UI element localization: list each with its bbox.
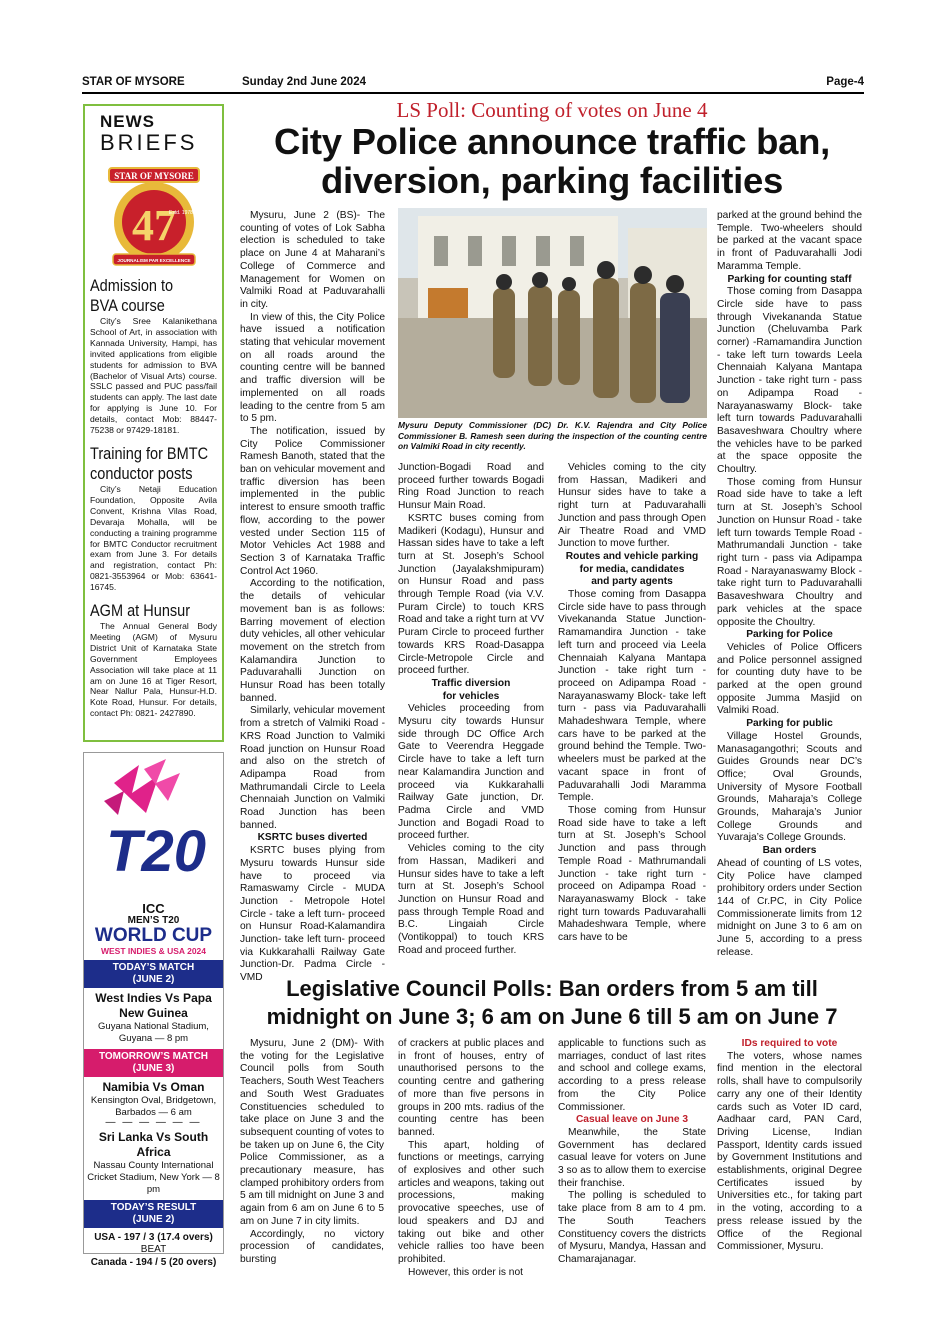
story2-col2 bbox=[398, 1038, 544, 1279]
icc-label: ICC bbox=[142, 901, 165, 916]
todays-result-date: (JUNE 2) bbox=[132, 1214, 175, 1225]
header-rule bbox=[82, 92, 864, 94]
story2-c1p2: Accordingly, no victory procession of candidates, bursting bbox=[240, 1228, 384, 1265]
briefs-title: NEWS bbox=[100, 112, 155, 131]
paper-name: STAR OF MYSORE bbox=[82, 76, 185, 88]
inspection-photo bbox=[398, 208, 707, 418]
match1-venue: Kensington Oval, Bridgetown, Barbados — 6 am bbox=[90, 1095, 217, 1118]
brief-1-heading-a: Admission to bbox=[90, 277, 174, 295]
page-header bbox=[82, 74, 864, 93]
story1-c3p1: Vehicles coming to the city from Hassan, Madikeri and Hunsur sides have to take a right turn at Paduvarahalli Junction and pass through Open Air Theatre Road and VMD Junction to move further. bbox=[558, 462, 706, 550]
story1-c3h2: for media, candidates bbox=[579, 563, 685, 575]
story1-headline bbox=[240, 122, 864, 200]
brief-3-body: The Annual General Body Meeting (AGM) of Mysuru District Unit of Karnataka State Government Employees Association will take place at 11 am on June 16 at Tiger Resort, Near Nallur Pala, Hunsur-H.D. Kote Road, Hunsur. For details, contact Ph: 0821- 2427890. bbox=[90, 621, 217, 719]
story1-c4p6: Ahead of counting of LS votes, City Police have clamped prohibitory orders under Section 144 of Cr.PC, in City Police Commissionerate limits from 12 midnight on June 3 to 6 am on June 5, according to a press release. bbox=[717, 857, 862, 958]
story2-c4p1: The voters, whose names find mention in the electoral rolls, shall have to compulsorily carry any one of their Identity cards such as Voter ID card, Aadhaar card, PAN Card, Driving License, Indian Passport, Identity cards issued by Government Institutions and establishments, original Degree Certificates issued by Universities etc., for taking part in the voting, according to a press release issued by the Office of the Regional Commissioner, Mysuru. bbox=[717, 1050, 862, 1253]
match1-teams: Namibia Vs Oman bbox=[102, 1080, 205, 1094]
tomorrows-match-bar bbox=[84, 1049, 223, 1077]
logo-number: 47 bbox=[131, 201, 176, 250]
result-winner: USA - 197 / 3 (17.4 overs) bbox=[94, 1232, 213, 1243]
todays-result-bar bbox=[84, 1200, 223, 1228]
story2-headline-line1: Legislative Council Polls: Ban orders from 5 am till bbox=[286, 976, 818, 1001]
story1-c4h3: Parking for public bbox=[746, 718, 833, 730]
story2-c3p2: Meanwhile, the State Government has declared casual leave for voters on June 3 so as to allow them to exercise their franchise. bbox=[558, 1126, 706, 1189]
story1-c3p2: Those coming from Dasappa Circle side have to pass through Vivekananda Statue Junction-Ramamandira Junction - take left turn and proceed via Leela Chennaiah Kalyana Mantapa Junction - take right turn - proceed on Adipampa Road - Narayanaswamy Block- take left turn - pass via Paduvarahalli Mahadeshwara Temple, where cars have to be parked at the ground behind the Temple. Two-wheelers must be parked at the vacant space in front of Paduvarahalli Jodi Maramma Temple. bbox=[558, 589, 706, 804]
story1-c4h2: Parking for Police bbox=[746, 629, 833, 641]
story1-c1p1: Mysuru, June 2 (BS)- The counting of votes of Lok Sabha election is scheduled to take place on June 4 at Maharani’s College of Commerce and Management for Women on Valmiki Road at Paduvarahalli in city. bbox=[240, 210, 385, 310]
logo-top-text: STAR OF MYSORE bbox=[113, 171, 194, 181]
story1-c4h1: Parking for counting staff bbox=[727, 273, 852, 285]
story2-c3h1: Casual leave on June 3 bbox=[575, 1114, 689, 1126]
story1-c4h4: Ban orders bbox=[762, 845, 817, 857]
story1-c4p3: Those coming from Hunsur Road side have to take a left turn at St. Joseph’s School Junction on Hunsur Road - take left turn towards Temple Road - Mathrumandali Junction - take right turn - pass via Adipampa Road - Narayanaswamy Block - take right turn to Paduvarahalli Basaveshwara Choultry and park vehicles at the space opposite the Choultry. bbox=[717, 476, 862, 628]
todays-match-label: TODAY’S MATCH bbox=[112, 962, 195, 973]
page-number: Page-4 bbox=[826, 76, 864, 88]
story1-c1p6: KSRTC buses plying from Mysuru towards Hunsur side have to proceed via Ramaswamy Circle - MUDA Junction - Metropole Hotel Circle - take a left turn- proceed on Hunsur Road-Kalamandira Junction- take left turn- proceed via Kukkarahalli Railway Gate Junction-Dr. Padma Circle - VMD bbox=[240, 845, 385, 984]
host-label: WEST INDIES & USA 2024 bbox=[100, 946, 207, 956]
news-briefs-box bbox=[83, 104, 224, 742]
photo-illustration bbox=[398, 208, 707, 418]
story1-c4p1: parked at the ground behind the Temple. Two-wheelers should be parked at the vacant space in front of Paduvarahalli Jodi Maramma Temple. bbox=[717, 210, 862, 272]
story1-c1p5: Similarly, vehicular movement from a stretch of Valmiki Road - KRS Road Junction to Valmiki Road junction on Hunsur Road and also on the stretch of Adipampa Road from Mathrumandali Circle to Leela Chennaiah Junction on Valmiki Road Junction has been banned. bbox=[240, 705, 385, 831]
brief-1-body: City’s Sree Kalanikethana School of Art, in association with Kannada University, Hampi, has invited applications from eligible students for admission to BVA (Bachelor of Visual Arts) course. SSLC passed and PUC pass/fail students can apply. The last date for applying is June 10. For details, contact Mob: 88447-75238 or 97429-18181. bbox=[90, 316, 217, 436]
story2-c2p3: However, this order is not bbox=[408, 1266, 523, 1278]
story1-c3h1: Routes and vehicle parking bbox=[565, 550, 699, 562]
story1-c2h1: Traffic diversion bbox=[431, 677, 511, 689]
story2-c3p1: applicable to functions such as marriages, conduct of last rites and school and college exams, according to a press release from the City Police Commissioner. bbox=[558, 1038, 706, 1113]
tomorrows-match-date: (JUNE 3) bbox=[132, 1063, 175, 1074]
result-loser: Canada - 194 / 5 (20 overs) bbox=[90, 1257, 217, 1268]
worldcup-box bbox=[83, 752, 224, 1268]
story1-c1p3: The notification, issued by City Police Commissioner Ramesh Banoth, stated that the ban on vehicular movement and traffic diversion has been implemented in the public interest to ensure smooth traffic flow, according to the power vested under Section 115 of Motor Vehicles Act 1988 and Section 3 of Karnataka Traffic Control Act 1960. bbox=[240, 425, 385, 577]
story1-kicker: LS Poll: Counting of votes on June 4 bbox=[396, 98, 708, 122]
story2-c1p1: Mysuru, June 2 (DM)- With the voting for the Legislative Council polls from South Teachers, South West Teachers and South West Graduates Constituencies scheduled to take place on June 3 and the subsequent counting of votes to be taken up on June 6, the City Police Commissioner, as a precautionary measure, has clamped prohibitory orders from 5 am till midnight on June 3 and again from 6 am on June 6 to 5 am on June 7 in city limits. bbox=[240, 1038, 384, 1227]
match2-venue: Nassau County International Cricket Stadium, New York — 8 pm bbox=[87, 1160, 220, 1195]
world-cup-label: WORLD CUP bbox=[94, 925, 213, 946]
result-beat: BEAT bbox=[140, 1244, 167, 1255]
story1-c1p2: In view of this, the City Police have issued a notification stating that vehicular movement on all roads around the counting centre will be banned and traffic diversion will be implemented on all roads leading to the centre from 5 am to 5 pm. bbox=[240, 311, 385, 425]
story1-col3 bbox=[558, 462, 706, 945]
story1-c1p4: According to the notification, the details of vehicular movement ban is as follows: Barring movement of election duty vehicles, all other vehicular movement on the stretch from Kalamandira Junction to Paduvarahalli Junction on Hunsur Road has been totally banned. bbox=[240, 578, 385, 704]
story1-headline-line1: City Police announce traffic ban, bbox=[274, 121, 830, 162]
today-teams: West Indies Vs Papa New Guinea bbox=[95, 991, 212, 1020]
story2-c3p3: The polling is scheduled to take place from 8 am to 4 pm. The South Teachers Constituency covers the districts of Mysuru, Mandya, Hassan and Chamarajanagar. bbox=[558, 1190, 706, 1265]
story2-col1 bbox=[240, 1038, 384, 1267]
story2-headline-line2: midnight on June 3; 6 am on June 6 till 5 am on June 7 bbox=[266, 1004, 838, 1029]
tomorrows-match-label: TOMORROW’S MATCH bbox=[98, 1051, 209, 1062]
story1-c4p5: Village Hostel Grounds, Manasagangothri; Scouts and Guides Grounds near DC’s Office; Oval Grounds, University of Mysore Football Grounds, Maharaja’s College Grounds, Maharaja’s Junior College Grounds and Yuvaraja’s College Grounds. bbox=[717, 730, 862, 844]
story1-col4 bbox=[717, 210, 862, 959]
todays-match-date: (JUNE 2) bbox=[132, 974, 175, 985]
match2-teams: Sri Lanka Vs South Africa bbox=[98, 1130, 209, 1159]
story2-c2p2: This apart, holding of functions or meetings, carrying of explosives and other such articles and weapons, taking out processions, making provocative speeches, use of loud speakers and DJ and taking out bike and other vehicle rallies too have been prohibited. bbox=[398, 1139, 544, 1265]
story2-c2p1: of crackers at public places and in front of houses, entry of unauthorised persons to the counting centre and gathering of more than five persons in groups in 200 mts. radius of the counting centre has been banned. bbox=[398, 1038, 544, 1138]
match-separator: — — — — — — bbox=[105, 1117, 202, 1128]
today-venue: Guyana National Stadium, Guyana — 8 pm bbox=[98, 1021, 209, 1044]
todays-match-bar bbox=[84, 960, 223, 988]
t20-mark: T20 bbox=[106, 819, 206, 884]
story1-c2p2: KSRTC buses coming from Madikeri (Kodagu), Hunsur and Hassan sides have to take a left turn at St. Joseph’s School Junction (Jayalakshmipuram) on Hunsur Road and pass through Temple Road (via V.V. Puram Circle) to touch KRS Road and take a right turn at VV Puram Circle to proceed further towards KRS Road-Dasappa Circle-Metropole Circle and proceed further. bbox=[398, 512, 544, 677]
issue-date: Sunday 2nd June 2024 bbox=[242, 76, 366, 88]
story1-c3p3: Those coming from Hunsur Road side have to take a left turn at St. Joseph’s School Junction and pass through Temple Road - Mathrumandali Junction - take right turn - proceed on Adipampa Road - Narayanaswamy Block - take right turn towards Paduvarahalli Mahadeshwara Temple, where cars have to be bbox=[558, 804, 706, 944]
story1-c2p1: Junction-Bogadi Road and proceed further towards Bogadi Ring Road Junction to reach Hunsur Main Road. bbox=[398, 462, 544, 512]
brief-2-body: City’s Netaji Education Foundation, Opposite Avila Convent, Krishna Vilas Road, Devaraja Mohalla, will be conducting a training programme for BMTC Conductor recruitment exam from June 3. For details and registration, contact Ph: 0821-3553964 or Mob: 63641-16745. bbox=[90, 483, 217, 593]
story1-c4p4: Vehicles of Police Officers and Police personnel assigned for counting duty have to be parked at the open ground opposite Jumma Masjid on Valmiki Road. bbox=[717, 641, 862, 717]
photo-caption: Mysuru Deputy Commissioner (DC) Dr. K.V. Rajendra and City Police Commissioner B. Ramesh seen during the inspection of the counting centre on Valmiki Road in city recently. bbox=[398, 420, 707, 452]
brief-3-heading: AGM at Hunsur bbox=[90, 602, 191, 621]
story2-col3 bbox=[558, 1038, 706, 1267]
story1-col1 bbox=[240, 210, 385, 985]
logo-est: Estd. 1978 bbox=[168, 210, 193, 216]
story1-c2h2: for vehicles bbox=[442, 690, 500, 702]
story1-col2 bbox=[398, 462, 544, 957]
story1-c3h3: and party agents bbox=[591, 576, 673, 588]
t20-worldcup-logo bbox=[84, 753, 223, 901]
story2-col4 bbox=[717, 1038, 862, 1254]
brief-2-heading-b: conductor posts bbox=[90, 464, 193, 483]
story1-headline-line2: diversion, parking facilities bbox=[321, 160, 783, 201]
mens-t20-label: MEN’S T20 bbox=[127, 915, 180, 926]
story2-c4h1: IDs required to vote bbox=[741, 1038, 838, 1049]
brief-1-heading-b: BVA course bbox=[90, 297, 165, 315]
story1-c4p2: Those coming from Dasappa Circle side have to pass through Vivekananda Statue Junction (Cheluvamba Park corner) -Ramamandira Junction - take left turn towards Leela Chennaiah Kalyana Mantapa Junction - take right turn - pass on Adipampa Road - Narayanaswamy Block- take left turn towards Paduvarahalli Basaveshwara Choultry where the vehicles have to be parked at the space opposite the Choultry. bbox=[717, 286, 862, 476]
briefs-subtitle: BRIEFS bbox=[100, 130, 198, 155]
brief-2-heading-a: Training for BMTC bbox=[90, 444, 209, 463]
story2-headline bbox=[240, 975, 864, 1031]
story1-c2p4: Vehicles coming to the city from Hassan, Madikeri and Hunsur sides have to take a left turn at St. Joseph’s School Junction on Hunsur Road and pass through Temple Road and B.C. Lingaiah Circle (Vontikoppal) to touch KRS Road and proceed further. bbox=[398, 843, 544, 956]
story1-c2p3: Vehicles proceeding from Mysuru city towards Hunsur side through DC Office Arch Gate to Veerendra Heggade Circle have to take a left turn near Kalamandira Junction and proceed via Kukkarahalli Railway Gate junction, Dr. Padma Circle and VMD Junction and Bogadi Road to proceed further. bbox=[398, 703, 544, 842]
logo-bottom-text: JOURNALISM PAR EXCELLENCE bbox=[116, 258, 191, 263]
star-of-mysore-47-logo bbox=[99, 162, 209, 272]
todays-result-label: TODAY’S RESULT bbox=[110, 1202, 197, 1213]
story1-c1h1: KSRTC buses diverted bbox=[257, 832, 368, 844]
